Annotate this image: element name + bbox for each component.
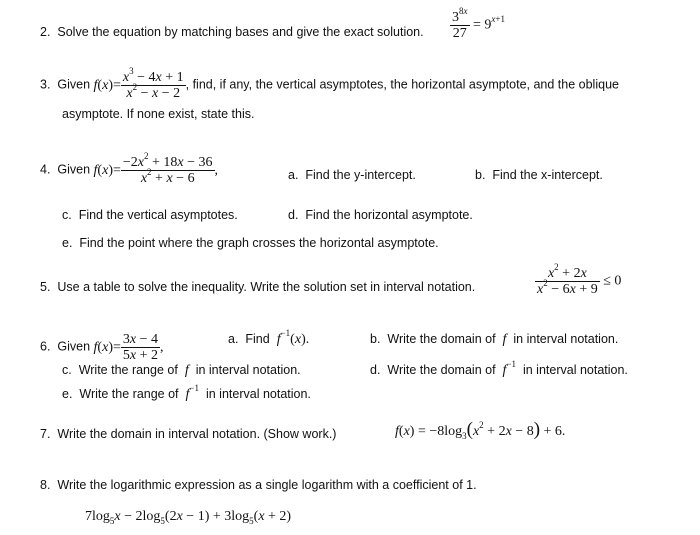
problem-5 bbox=[40, 280, 475, 294]
problem-text: , find, if any, the vertical asymptotes, the horizontal asymptote, and the oblique bbox=[185, 77, 619, 92]
part-text: Find the point where the graph crosses the horizontal asymptote. bbox=[79, 236, 439, 250]
equation-exponential: $\frac{3^{8x}}{27}$ = $9^{x+1}$ bbox=[452, 6, 505, 41]
part-text: in interval notation. bbox=[195, 363, 301, 377]
part-text: Find the y-intercept. bbox=[305, 168, 416, 182]
part-label: a. bbox=[288, 168, 299, 182]
part-text: Find the vertical asymptotes. bbox=[78, 208, 238, 222]
part-4b bbox=[475, 168, 603, 182]
part-text: in interval notation. bbox=[522, 363, 628, 377]
part-label: a. bbox=[228, 332, 239, 346]
given-label: Given bbox=[57, 77, 91, 92]
problem-8 bbox=[40, 478, 477, 492]
part-label: c. bbox=[62, 208, 72, 222]
function-f-rational-6: f(x)= $\frac{3x - 4}{5x + 2}$ , bbox=[93, 332, 164, 363]
part-text: Write the range of bbox=[78, 363, 178, 377]
problem-number: 6. bbox=[40, 339, 51, 354]
inequality-rational: $\frac{x^2 + 2x}{x^2 - 6x + 9}$ ≤ 0 bbox=[537, 262, 622, 297]
part-4d bbox=[288, 208, 473, 222]
log-expression: $7\log_5x - 2\log_5(2x - 1) + 3\log_5(x + 2)$ bbox=[85, 509, 292, 526]
function-symbol: f bbox=[499, 332, 510, 347]
part-text: Write the range of bbox=[79, 387, 179, 401]
part-text: Find the horizontal asymptote. bbox=[305, 208, 473, 222]
part-6b bbox=[370, 332, 618, 348]
problem-2 bbox=[40, 25, 424, 39]
inverse-function: $f^{-1}(x)$. bbox=[276, 328, 310, 347]
part-label: d. bbox=[288, 208, 299, 222]
problem-4 bbox=[40, 151, 219, 186]
part-label: d. bbox=[370, 363, 381, 377]
part-text: Find the x-intercept. bbox=[492, 168, 603, 182]
problem-text: Solve the equation by matching bases and give the exact solution. bbox=[57, 25, 424, 39]
part-text: Write the domain of bbox=[387, 332, 496, 346]
part-6d bbox=[370, 359, 628, 379]
problem-number: 7. bbox=[40, 427, 51, 441]
problem-text: Write the logarithmic expression as a single logarithm with a coefficient of 1. bbox=[57, 478, 477, 492]
problem-number: 5. bbox=[40, 280, 51, 294]
inverse-function-symbol: $f^{-1}$ bbox=[185, 383, 199, 402]
function-f-rational-3: f(x)= $\frac{x^3 - 4x + 1}{x^2 - x - 2}$ bbox=[93, 66, 184, 101]
problem-3 bbox=[40, 66, 619, 101]
part-6e bbox=[62, 383, 311, 403]
inverse-function-symbol: $f^{-1}$ bbox=[502, 359, 516, 378]
part-text: in interval notation. bbox=[205, 387, 311, 401]
part-label: b. bbox=[370, 332, 381, 346]
part-4c bbox=[62, 208, 238, 222]
part-4e bbox=[62, 236, 439, 250]
part-text: in interval notation. bbox=[513, 332, 619, 346]
part-text: Write the domain of bbox=[387, 363, 496, 377]
problem-number: 2. bbox=[40, 25, 51, 39]
given-label: Given bbox=[57, 339, 91, 354]
problem-3-line2: asymptote. If none exist, state this. bbox=[62, 107, 255, 121]
problem-7 bbox=[40, 427, 336, 441]
part-6a bbox=[228, 328, 310, 348]
function-log: $f(x) = -8\log_3(x^2 + 2x - 8) + 6$. bbox=[395, 419, 566, 441]
given-label: Given bbox=[57, 162, 91, 177]
part-label: e. bbox=[62, 387, 73, 401]
problem-number: 4. bbox=[40, 162, 51, 177]
part-label: b. bbox=[475, 168, 486, 182]
part-label: e. bbox=[62, 236, 73, 250]
problem-number: 8. bbox=[40, 478, 51, 492]
problem-number: 3. bbox=[40, 77, 51, 92]
part-6c bbox=[62, 363, 301, 379]
part-label: c. bbox=[62, 363, 72, 377]
problem-text: Write the domain in interval notation. (Show work.) bbox=[57, 427, 337, 441]
part-4a bbox=[288, 168, 416, 182]
function-symbol: f bbox=[181, 363, 193, 378]
problem-text: Use a table to solve the inequality. Write the solution set in interval notation. bbox=[57, 280, 476, 294]
problem-6 bbox=[40, 332, 164, 363]
function-f-rational-4: f(x)= $\frac{-2x^2 + 18x - 36}{x^2 + x - 6}$ , bbox=[93, 151, 219, 186]
part-text: Find bbox=[245, 332, 270, 346]
